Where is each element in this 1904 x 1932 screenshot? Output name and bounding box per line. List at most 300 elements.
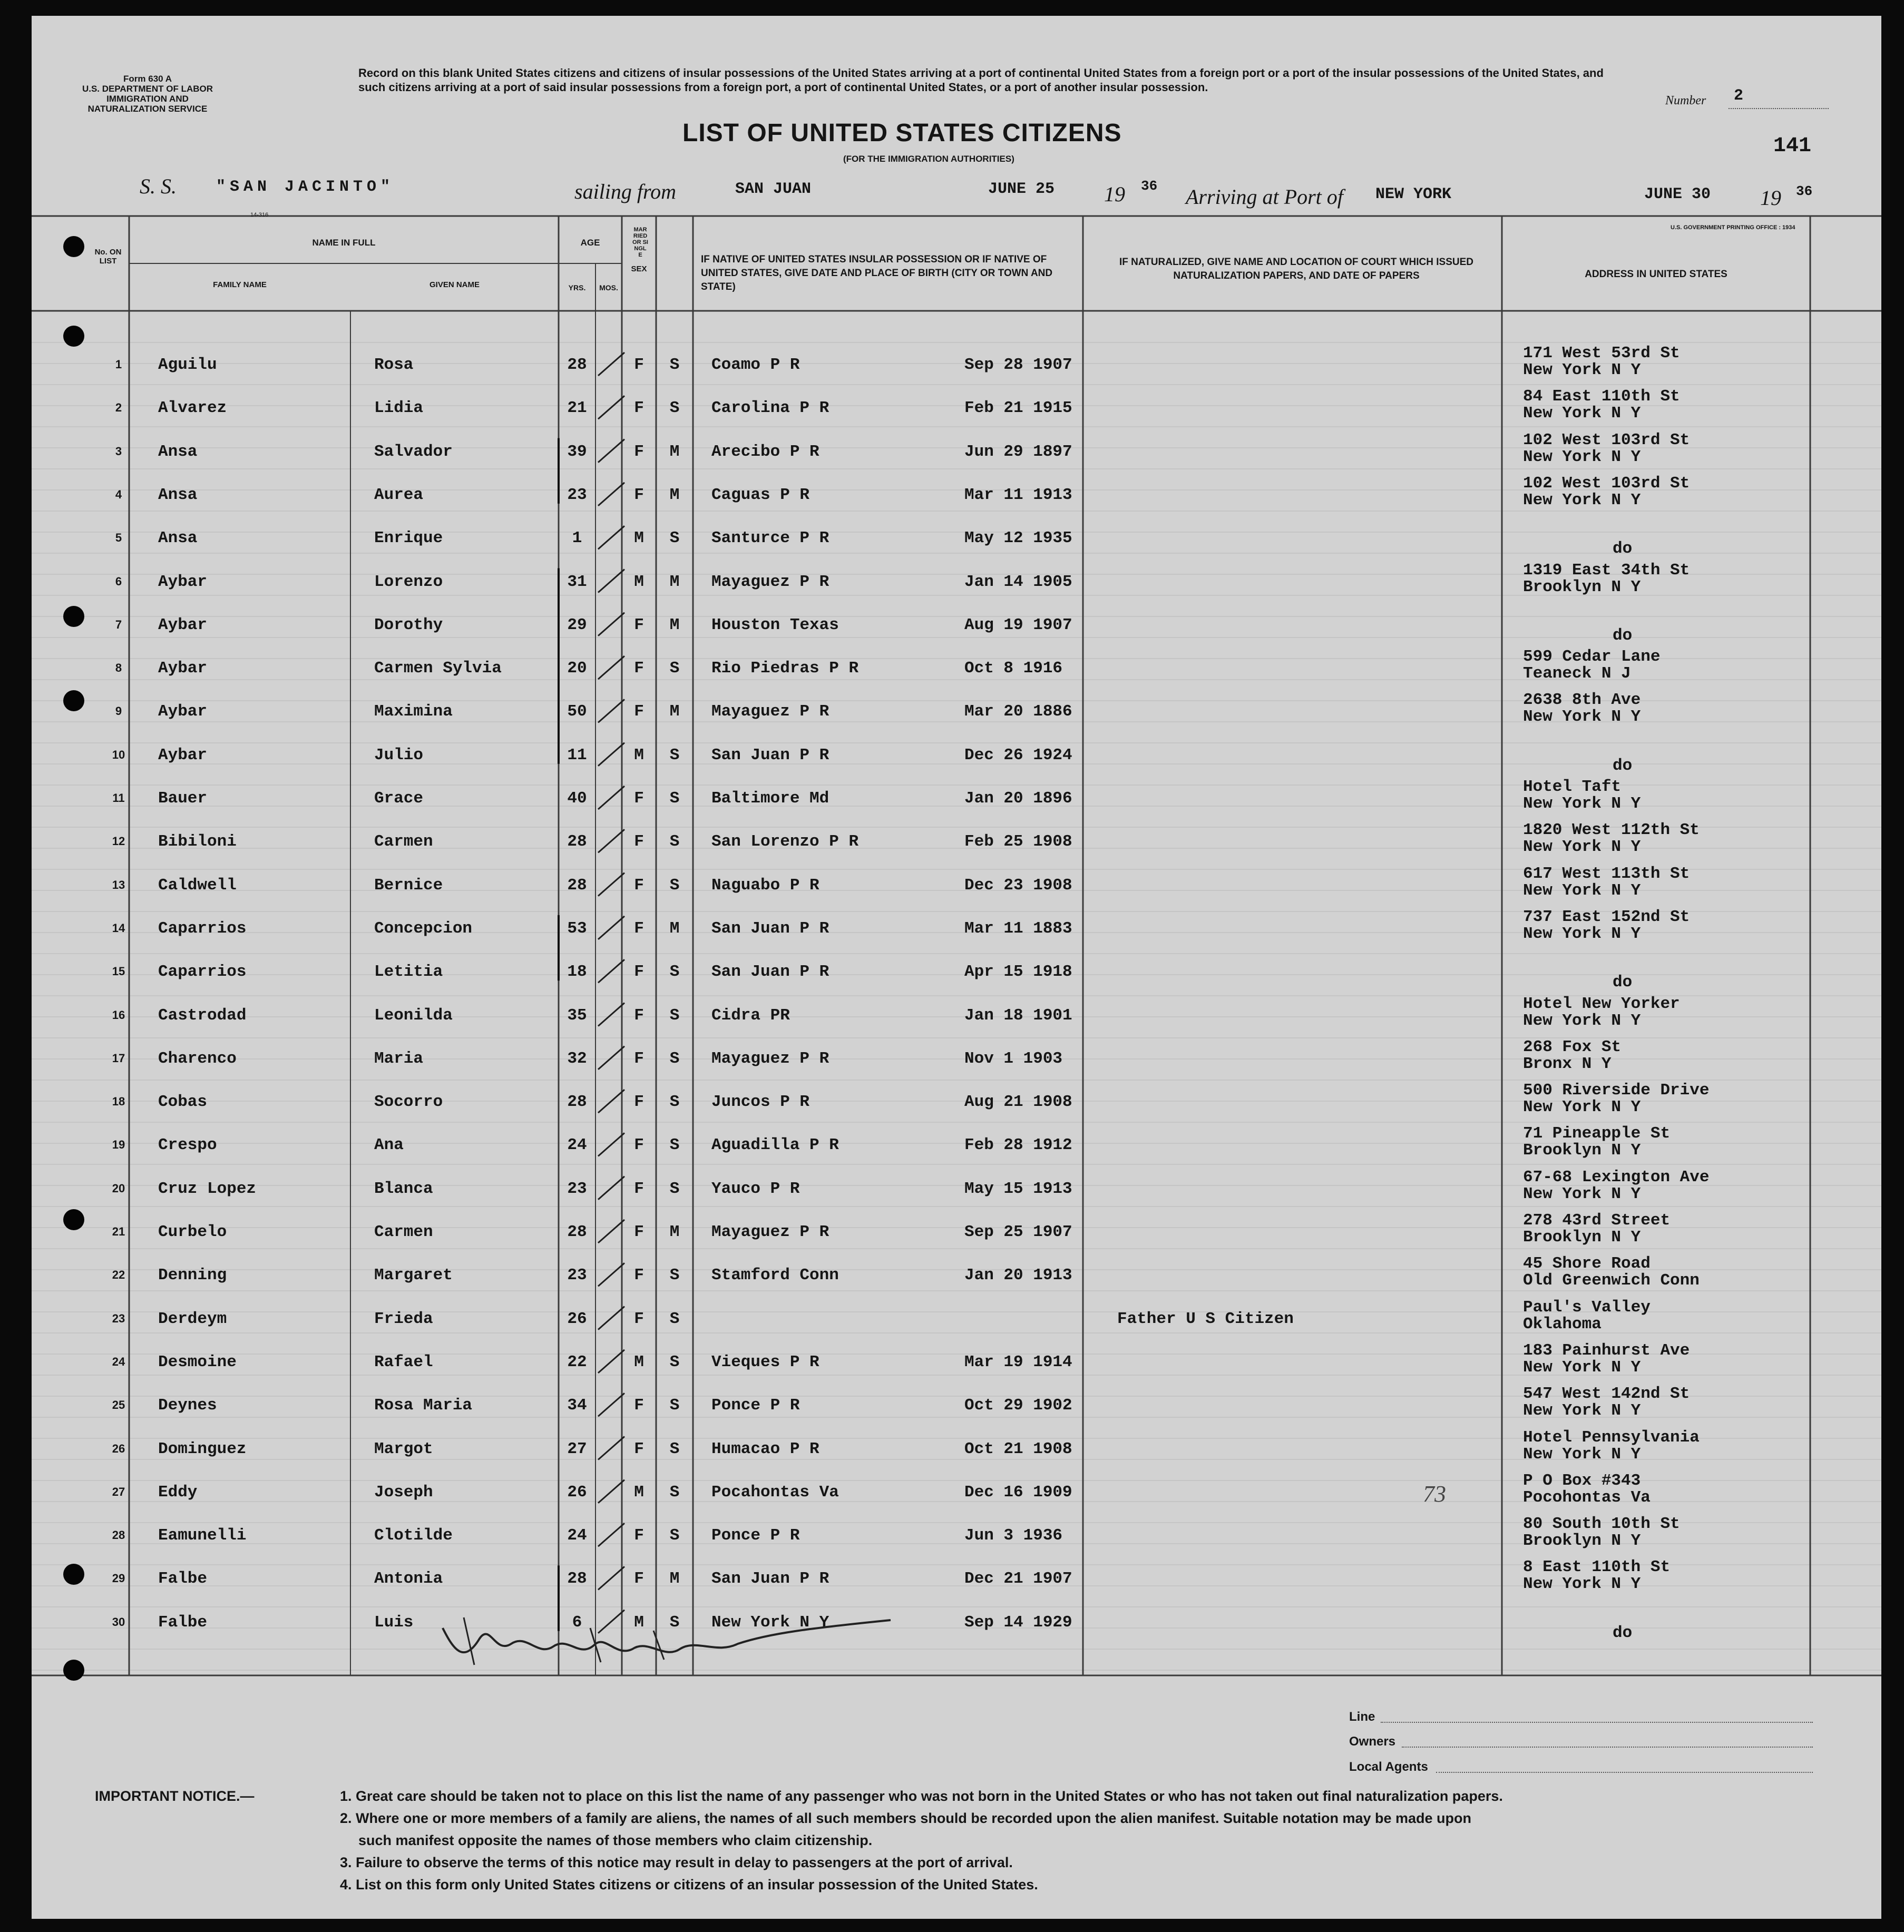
sex: F xyxy=(634,1049,644,1068)
address-line-1: 71 Pineapple St xyxy=(1523,1124,1671,1143)
tick-mark xyxy=(598,1480,624,1503)
row-number: 4 xyxy=(115,487,122,501)
sail-year-prefix: 19 xyxy=(1104,182,1125,206)
age-years: 27 xyxy=(567,1439,587,1458)
tick-mark xyxy=(598,699,624,722)
port-to: NEW YORK xyxy=(1375,185,1452,203)
family-name: Charenco xyxy=(158,1049,237,1068)
sex: F xyxy=(634,1309,644,1328)
marital-status: S xyxy=(669,399,680,418)
address-line-2: New York N Y xyxy=(1523,708,1641,727)
address-line-1: 80 South 10th St xyxy=(1523,1515,1680,1534)
tick-mark xyxy=(598,483,624,506)
given-name: Carmen xyxy=(374,1223,433,1241)
given-name: Margaret xyxy=(374,1266,453,1285)
address-line-2: New York N Y xyxy=(1523,361,1641,379)
col-mos: MOS. xyxy=(599,283,618,292)
notice-item-2-cont: such manifest opposite the names of those members who claim citizenship. xyxy=(358,1832,873,1848)
birth-date: Mar 11 1883 xyxy=(964,919,1072,938)
given-name: Ana xyxy=(374,1136,404,1155)
address-line-1: do xyxy=(1613,1623,1633,1642)
age-years: 29 xyxy=(567,615,587,634)
age-years: 35 xyxy=(567,1006,587,1025)
signature xyxy=(432,1607,906,1675)
birth-place: New York N Y xyxy=(711,1613,829,1632)
address-line-1: 278 43rd Street xyxy=(1523,1211,1671,1230)
address-line-1: 183 Painhurst Ave xyxy=(1523,1341,1690,1360)
arrival-year-suffix: 36 xyxy=(1796,183,1813,199)
tick-mark xyxy=(598,873,624,896)
sex: M xyxy=(634,529,644,548)
address-line-2: New York N Y xyxy=(1523,1358,1641,1377)
row-number: 3 xyxy=(115,444,122,458)
family-name: Caldwell xyxy=(158,876,237,895)
owners-field xyxy=(1402,1747,1813,1748)
address-line-2: Oklahoma xyxy=(1523,1315,1602,1333)
row-number: 20 xyxy=(112,1181,125,1195)
row-number: 11 xyxy=(112,791,125,805)
row-number: 15 xyxy=(112,965,125,978)
family-name: Eamunelli xyxy=(158,1526,247,1545)
given-name: Leonilda xyxy=(374,1006,453,1025)
row-number: 1 xyxy=(115,358,122,371)
row-number: 22 xyxy=(112,1268,125,1282)
sex: F xyxy=(634,1570,644,1588)
given-name: Maximina xyxy=(374,702,453,721)
sex: M xyxy=(634,746,644,764)
given-name: Enrique xyxy=(374,529,443,548)
tick-mark xyxy=(598,1046,624,1070)
sex: M xyxy=(634,1613,644,1632)
age-years: 53 xyxy=(567,919,587,938)
tick-mark xyxy=(598,352,624,376)
row-number: 28 xyxy=(112,1528,125,1542)
address-line-1: 102 West 103rd St xyxy=(1523,430,1690,449)
row-number: 12 xyxy=(112,835,125,848)
given-name: Blanca xyxy=(374,1179,433,1198)
family-name: Cruz Lopez xyxy=(158,1179,257,1198)
sex: M xyxy=(634,1352,644,1371)
birth-place: Arecibo P R xyxy=(711,442,819,461)
age-years: 34 xyxy=(567,1396,587,1415)
binder-hole xyxy=(63,1564,84,1585)
marital-status: M xyxy=(669,702,680,721)
family-name: Deynes xyxy=(158,1396,217,1415)
port-from: SAN JUAN xyxy=(735,180,812,198)
address-line-2: Bronx N Y xyxy=(1523,1054,1612,1073)
birth-place: Naguabo P R xyxy=(711,876,819,895)
row-number: 16 xyxy=(112,1008,125,1022)
marital-status: S xyxy=(669,1526,680,1545)
address-line-2: New York N Y xyxy=(1523,1445,1641,1464)
tick-mark xyxy=(598,1307,624,1330)
family-name: Ansa xyxy=(158,485,198,504)
row-number: 23 xyxy=(112,1311,125,1325)
row-number: 5 xyxy=(115,531,122,545)
notice-item-3: 3. Failure to observe the terms of this notice may result in delay to passengers at the port of arrival. xyxy=(340,1855,1013,1870)
notice-item-4: 4. List on this form only United States citizens or citizens of an insular possession of the United States. xyxy=(340,1877,1038,1892)
birth-place: Houston Texas xyxy=(711,615,839,634)
family-name: Castrodad xyxy=(158,1006,247,1025)
marital-status: M xyxy=(669,919,680,938)
marital-status: S xyxy=(669,1352,680,1371)
sex: F xyxy=(634,702,644,721)
address-line-1: Hotel Taft xyxy=(1523,778,1622,796)
marital-status: S xyxy=(669,1136,680,1155)
address-line-1: do xyxy=(1613,626,1633,645)
given-name: Bernice xyxy=(374,876,443,895)
tick-mark xyxy=(598,1393,624,1416)
marital-status: S xyxy=(669,1049,680,1068)
dept-line-1: U.S. DEPARTMENT OF LABOR xyxy=(82,84,213,94)
given-name: Carmen xyxy=(374,832,433,851)
notice-item-1: 1. Great care should be taken not to place on this list the name of any passenger who was not born in the United States or who has not taken out final naturalization papers. xyxy=(340,1788,1503,1804)
address-line-2: New York N Y xyxy=(1523,1184,1641,1203)
birth-date: Oct 29 1902 xyxy=(964,1396,1072,1415)
given-name: Maria xyxy=(374,1049,424,1068)
age-years: 31 xyxy=(567,572,587,591)
row-number: 13 xyxy=(112,878,125,891)
family-name: Bibiloni xyxy=(158,832,237,851)
given-name: Grace xyxy=(374,789,424,808)
owners-label: Owners xyxy=(1349,1734,1396,1749)
arriving-label: Arriving at Port of xyxy=(1186,185,1343,209)
given-name: Socorro xyxy=(374,1093,443,1112)
page-subtitle: (FOR THE IMMIGRATION AUTHORITIES) xyxy=(843,154,1014,164)
tick-mark xyxy=(598,396,624,419)
birth-place: San Lorenzo P R xyxy=(711,832,859,851)
age-years: 20 xyxy=(567,659,587,678)
age-years: 39 xyxy=(567,442,587,461)
sex: F xyxy=(634,1526,644,1545)
col-age: AGE xyxy=(580,238,600,248)
family-name: Caparrios xyxy=(158,963,247,982)
sex: F xyxy=(634,399,644,418)
birth-date: Sep 28 1907 xyxy=(964,356,1072,374)
binder-hole xyxy=(63,326,84,347)
tick-mark xyxy=(598,656,624,679)
number-label: Number xyxy=(1665,94,1706,107)
tick-mark xyxy=(598,1220,624,1243)
tick-mark xyxy=(598,829,624,852)
address-line-2: Pocohontas Va xyxy=(1523,1488,1651,1507)
marital-status: S xyxy=(669,963,680,982)
sex: F xyxy=(634,615,644,634)
age-years: 28 xyxy=(567,832,587,851)
binder-hole xyxy=(63,1209,84,1230)
given-name: Joseph xyxy=(374,1483,433,1502)
family-name: Aybar xyxy=(158,746,208,764)
sex: M xyxy=(634,572,644,591)
sex: F xyxy=(634,1439,644,1458)
marital-status: M xyxy=(669,572,680,591)
marital-status: S xyxy=(669,1439,680,1458)
sex: F xyxy=(634,442,644,461)
given-name: Frieda xyxy=(374,1309,433,1328)
birth-date: Apr 15 1918 xyxy=(964,963,1072,982)
address-line-1: 45 Shore Road xyxy=(1523,1254,1651,1273)
birth-date: Aug 19 1907 xyxy=(964,615,1072,634)
marital-status: S xyxy=(669,1093,680,1112)
arrival-year-prefix: 19 xyxy=(1760,186,1781,210)
given-name: Concepcion xyxy=(374,919,473,938)
ss-label: S. S. xyxy=(140,174,177,198)
family-name: Falbe xyxy=(158,1613,208,1632)
address-line-1: 599 Cedar Lane xyxy=(1523,648,1661,666)
binder-hole xyxy=(63,236,84,257)
given-name: Clotilde xyxy=(374,1526,453,1545)
ship-name: "SAN JACINTO" xyxy=(216,178,395,196)
birth-date: Dec 16 1909 xyxy=(964,1483,1072,1502)
row-number: 14 xyxy=(112,921,125,935)
dept-line-3: NATURALIZATION SERVICE xyxy=(87,104,208,114)
address-line-2: New York N Y xyxy=(1523,1011,1641,1030)
address-line-1: 268 Fox St xyxy=(1523,1037,1622,1056)
manifest-sheet xyxy=(32,16,1881,1919)
address-line-1: Hotel New Yorker xyxy=(1523,994,1680,1013)
marital-status: S xyxy=(669,832,680,851)
birth-date: Nov 1 1903 xyxy=(964,1049,1063,1068)
given-name: Aurea xyxy=(374,485,424,504)
address-line-1: 102 West 103rd St xyxy=(1523,474,1690,493)
marital-status: S xyxy=(669,1396,680,1415)
birth-place: Vieques P R xyxy=(711,1352,819,1371)
given-name: Julio xyxy=(374,746,424,764)
address-line-2: New York N Y xyxy=(1523,924,1641,943)
address-line-1: 8 East 110th St xyxy=(1523,1558,1671,1577)
address-line-2: New York N Y xyxy=(1523,447,1641,466)
form-instructions: Record on this blank United States citizens and citizens of insular possessions of the United States arriving at a port of continental United States from a foreign port or a port of the insular possessions of the United States, and such citizens arriving at a port of said insular possessions from a foreign port, a port of continental United States, or a port of another insular possession. xyxy=(358,66,1604,94)
address-line-2: New York N Y xyxy=(1523,1098,1641,1117)
family-name: Cobas xyxy=(158,1093,208,1112)
marital-status: M xyxy=(669,615,680,634)
family-name: Curbelo xyxy=(158,1223,227,1241)
birth-date: Mar 20 1886 xyxy=(964,702,1072,721)
birth-place: San Juan P R xyxy=(711,919,829,938)
row-number: 24 xyxy=(112,1355,125,1368)
age-years: 1 xyxy=(572,529,582,548)
address-line-1: P O Box #343 xyxy=(1523,1471,1641,1490)
marital-status: M xyxy=(669,1223,680,1241)
handwritten-annotation: 73 xyxy=(1423,1481,1446,1507)
row-number: 7 xyxy=(115,617,122,631)
marital-status: S xyxy=(669,659,680,678)
birth-date: Jun 29 1897 xyxy=(964,442,1072,461)
age-years: 23 xyxy=(567,1266,587,1285)
birth-date: Dec 23 1908 xyxy=(964,876,1072,895)
tick-mark xyxy=(598,743,624,766)
tick-mark xyxy=(598,1133,624,1156)
family-name: Aybar xyxy=(158,659,208,678)
row-number: 29 xyxy=(112,1572,125,1585)
age-years: 11 xyxy=(567,746,587,764)
marital-status: S xyxy=(669,1266,680,1285)
birth-place: Ponce P R xyxy=(711,1526,800,1545)
given-name: Rafael xyxy=(374,1352,433,1371)
tick-mark xyxy=(598,1566,624,1590)
marital-status: S xyxy=(669,789,680,808)
family-name: Ansa xyxy=(158,442,198,461)
address-line-1: 67-68 Lexington Ave xyxy=(1523,1168,1710,1186)
sex: F xyxy=(634,1396,644,1415)
notice-item-2: 2. Where one or more members of a family are aliens, the names of all such members should be recorded upon the alien manifest. Suitable notation may be made upon xyxy=(340,1810,1472,1826)
notice-heading: IMPORTANT NOTICE.— xyxy=(95,1788,255,1804)
given-name: Margot xyxy=(374,1439,433,1458)
birth-place: Yauco P R xyxy=(711,1179,800,1198)
page-title: LIST OF UNITED STATES CITIZENS xyxy=(682,119,1122,147)
age-years: 26 xyxy=(567,1309,587,1328)
sailing-label: sailing from xyxy=(574,180,676,203)
address-line-2: New York N Y xyxy=(1523,1575,1641,1594)
line-label: Line xyxy=(1349,1710,1375,1724)
birth-place: San Juan P R xyxy=(711,963,829,982)
given-name: Rosa xyxy=(374,356,414,374)
address-line-1: 500 Riverside Drive xyxy=(1523,1081,1710,1100)
row-number: 25 xyxy=(112,1398,125,1412)
row-number: 30 xyxy=(112,1615,125,1629)
form-number: Form 630 A xyxy=(123,74,172,84)
row-number: 8 xyxy=(115,661,122,675)
birth-date: Mar 19 1914 xyxy=(964,1352,1072,1371)
sex: M xyxy=(634,1483,644,1502)
sex: F xyxy=(634,356,644,374)
address-line-2: Brooklyn N Y xyxy=(1523,1141,1641,1160)
marital-status: S xyxy=(669,1613,680,1632)
birth-place: Santurce P R xyxy=(711,529,829,548)
sex: F xyxy=(634,1006,644,1025)
address-line-2: Teaneck N J xyxy=(1523,664,1631,683)
row-number: 9 xyxy=(115,704,122,718)
age-years: 23 xyxy=(567,1179,587,1198)
family-name: Aybar xyxy=(158,572,208,591)
family-name: Caparrios xyxy=(158,919,247,938)
birth-date: Mar 11 1913 xyxy=(964,485,1072,504)
address-line-1: 737 East 152nd St xyxy=(1523,907,1690,926)
given-name: Rosa Maria xyxy=(374,1396,473,1415)
row-number: 2 xyxy=(115,401,122,415)
col-married-or-single: MARRIED OR SINGLE xyxy=(632,227,648,258)
birth-date: Dec 26 1924 xyxy=(964,746,1072,764)
given-name: Salvador xyxy=(374,442,453,461)
birth-date: Feb 21 1915 xyxy=(964,399,1072,418)
marital-status: S xyxy=(669,746,680,764)
dept-line-2: IMMIGRATION AND xyxy=(106,94,189,104)
marital-status: S xyxy=(669,1483,680,1502)
birth-place: Caguas P R xyxy=(711,485,810,504)
age-years: 28 xyxy=(567,356,587,374)
sex: F xyxy=(634,1093,644,1112)
tick-mark xyxy=(598,526,624,549)
row-number: 27 xyxy=(112,1485,125,1498)
marital-status: S xyxy=(669,356,680,374)
col-family-name: FAMILY NAME xyxy=(213,280,267,289)
col-naturalized: IF NATURALIZED, GIVE NAME AND LOCATION OF COURT WHICH ISSUED NATURALIZATION PAPERS, AND DATE OF PAPERS xyxy=(1119,257,1473,281)
sex: F xyxy=(634,963,644,982)
marital-status: M xyxy=(669,1570,680,1588)
family-name: Denning xyxy=(158,1266,227,1285)
birth-place: Ponce P R xyxy=(711,1396,800,1415)
family-name: Dominguez xyxy=(158,1439,247,1458)
print-code-top: 14-316 xyxy=(250,212,269,218)
age-years: 18 xyxy=(567,963,587,982)
address-line-2: Brooklyn N Y xyxy=(1523,1532,1641,1551)
family-name: Aybar xyxy=(158,702,208,721)
sex: F xyxy=(634,659,644,678)
col-sex: SEX xyxy=(631,264,647,273)
tick-mark xyxy=(598,1003,624,1026)
given-name: Lidia xyxy=(374,399,424,418)
birth-place: San Juan P R xyxy=(711,1570,829,1588)
marital-status: S xyxy=(669,1309,680,1328)
col-birth: IF NATIVE OF UNITED STATES INSULAR POSSESSION OR IF NATIVE OF UNITED STATES, GIVE DATE AND PLACE OF BIRTH (CITY OR TOWN AND STATE) xyxy=(701,254,1053,292)
given-name: Dorothy xyxy=(374,615,443,634)
family-name: Aybar xyxy=(158,615,208,634)
sail-date: JUNE 25 xyxy=(988,180,1055,198)
age-years: 23 xyxy=(567,485,587,504)
address-line-1: 617 West 113th St xyxy=(1523,864,1690,883)
family-name: Bauer xyxy=(158,789,208,808)
age-years: 24 xyxy=(567,1136,587,1155)
line-field xyxy=(1381,1722,1813,1723)
birth-place: Cidra PR xyxy=(711,1006,790,1025)
marital-status: S xyxy=(669,529,680,548)
col-no: No. ON LIST xyxy=(94,248,122,266)
marital-status: S xyxy=(669,1006,680,1025)
row-number: 26 xyxy=(112,1441,125,1455)
naturalization-info: Father U S Citizen xyxy=(1117,1309,1294,1328)
given-name: Letitia xyxy=(374,963,443,982)
birth-date: Jan 14 1905 xyxy=(964,572,1072,591)
family-name: Ansa xyxy=(158,529,198,548)
given-name: Carmen Sylvia xyxy=(374,659,502,678)
given-name: Lorenzo xyxy=(374,572,443,591)
binder-hole xyxy=(63,606,84,627)
address-line-2: New York N Y xyxy=(1523,491,1641,509)
address-line-1: 1820 West 112th St xyxy=(1523,821,1700,840)
number-value: 2 xyxy=(1734,87,1744,105)
address-line-1: do xyxy=(1613,540,1633,558)
age-years: 28 xyxy=(567,1093,587,1112)
tick-mark xyxy=(598,613,624,636)
birth-date: Oct 21 1908 xyxy=(964,1439,1072,1458)
binder-hole xyxy=(63,1660,84,1681)
sex: F xyxy=(634,485,644,504)
birth-place: Baltimore Md xyxy=(711,789,829,808)
tick-mark xyxy=(598,439,624,463)
birth-place: Coamo P R xyxy=(711,356,800,374)
sex: F xyxy=(634,1223,644,1241)
family-name: Eddy xyxy=(158,1483,198,1502)
tick-mark xyxy=(598,570,624,593)
sex: F xyxy=(634,832,644,851)
address-line-1: 1319 East 34th St xyxy=(1523,561,1690,580)
address-line-1: 84 East 110th St xyxy=(1523,387,1680,406)
family-name: Alvarez xyxy=(158,399,227,418)
marital-status: S xyxy=(669,1179,680,1198)
sex: F xyxy=(634,876,644,895)
given-name: Luis xyxy=(374,1613,414,1632)
address-line-2: New York N Y xyxy=(1523,881,1641,900)
age-years: 21 xyxy=(567,399,587,418)
handwritten-tick-marks xyxy=(32,16,1881,1919)
birth-date: Sep 25 1907 xyxy=(964,1223,1072,1241)
age-years: 32 xyxy=(567,1049,587,1068)
sex: F xyxy=(634,1179,644,1198)
arrival-date: JUNE 30 xyxy=(1644,185,1711,203)
sex: F xyxy=(634,1136,644,1155)
family-name: Crespo xyxy=(158,1136,217,1155)
age-years: 28 xyxy=(567,1570,587,1588)
